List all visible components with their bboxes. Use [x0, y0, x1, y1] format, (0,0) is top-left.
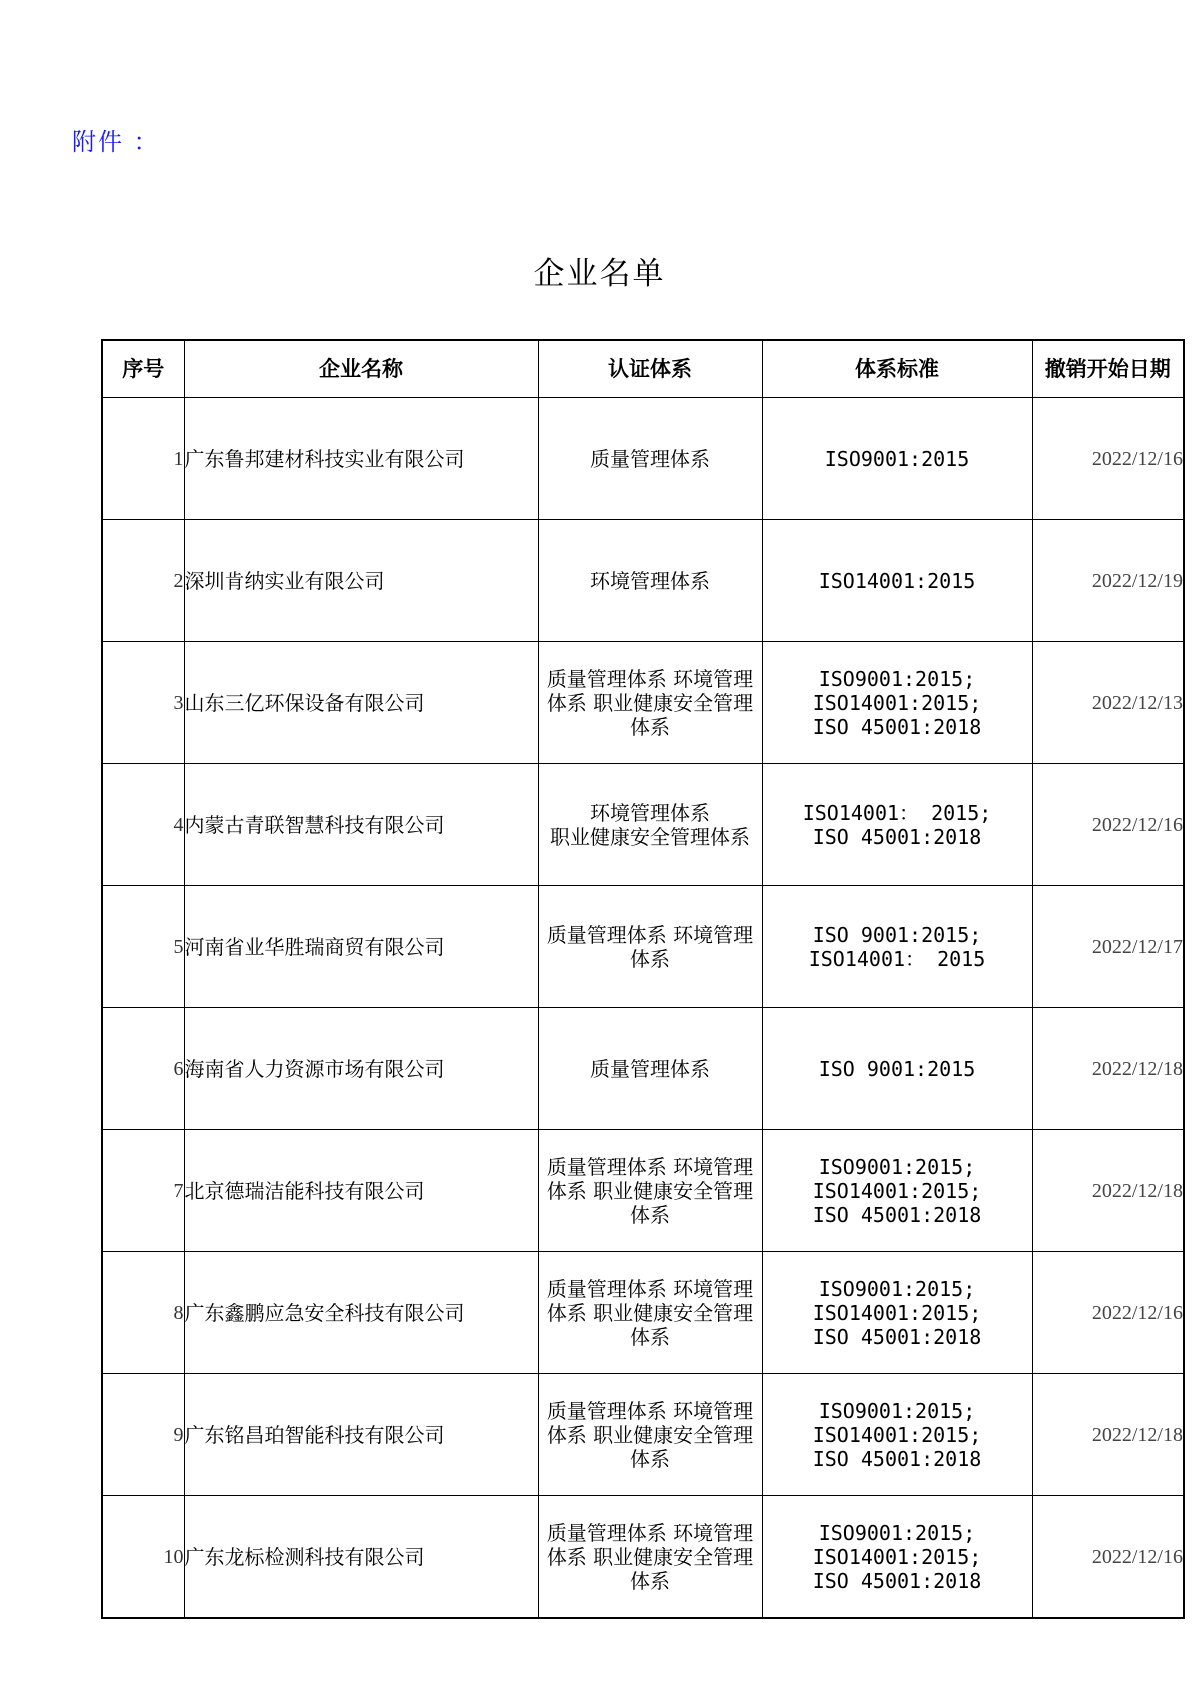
company-name — [184, 1496, 538, 1619]
company-name-text: 北京德瑞洁能科技有限公司 — [184, 1178, 425, 1203]
row-number — [102, 398, 184, 520]
system-standard-text: ISO9001:2015; ISO14001:2015; ISO 45001:2018 — [812, 1398, 982, 1471]
company-name — [184, 1252, 538, 1374]
certification-system-text: 环境管理体系 职业健康安全管理体系 — [550, 800, 750, 849]
row-number-text: 5 — [173, 935, 184, 958]
revocation-date — [1032, 886, 1184, 1008]
row-number — [102, 1008, 184, 1130]
row-number — [102, 1496, 184, 1619]
table-row — [102, 886, 1184, 1008]
table-header-row — [102, 340, 1184, 398]
certification-system — [538, 1252, 762, 1374]
company-name — [184, 1130, 538, 1252]
system-standard — [762, 398, 1032, 520]
system-standard — [762, 642, 1032, 764]
revocation-date — [1032, 520, 1184, 642]
system-standard-text: ISO 9001:2015 — [818, 1056, 976, 1081]
company-name-text: 广东鲁邦建材科技实业有限公司 — [184, 446, 465, 471]
system-standard-text: ISO9001:2015 — [824, 446, 970, 471]
company-name-text: 河南省业华胜瑞商贸有限公司 — [184, 934, 445, 959]
table-row — [102, 1496, 1184, 1619]
row-number — [102, 1252, 184, 1374]
certification-system — [538, 1496, 762, 1619]
certification-system — [538, 398, 762, 520]
company-name-text: 广东鑫鹏应急安全科技有限公司 — [184, 1300, 465, 1325]
company-name-text: 海南省人力资源市场有限公司 — [184, 1056, 445, 1081]
system-standard — [762, 764, 1032, 886]
company-name — [184, 1008, 538, 1130]
certification-system-text: 质量管理体系 环境管理体系 职业健康安全管理体系 — [546, 666, 754, 739]
revocation-date-text: 2022/12/16 — [1091, 813, 1183, 836]
certification-system — [538, 764, 762, 886]
revocation-date-text: 2022/12/19 — [1091, 569, 1183, 592]
system-standard — [762, 1496, 1032, 1619]
table-row — [102, 398, 1184, 520]
system-standard — [762, 1252, 1032, 1374]
row-number-text: 9 — [173, 1423, 184, 1446]
system-standard-text: ISO14001： 2015; ISO 45001:2018 — [802, 800, 992, 849]
certification-system — [538, 1008, 762, 1130]
row-number-text: 4 — [173, 813, 184, 836]
revocation-date-text: 2022/12/18 — [1091, 1057, 1183, 1080]
row-number-text: 1 — [173, 447, 184, 470]
system-standard-text: ISO14001:2015 — [818, 568, 976, 593]
company-name — [184, 642, 538, 764]
system-standard-text: ISO9001:2015; ISO14001:2015; ISO 45001:2018 — [812, 1520, 982, 1593]
revocation-date-text: 2022/12/16 — [1091, 1545, 1183, 1568]
system-standard — [762, 1374, 1032, 1496]
company-name-text: 内蒙古青联智慧科技有限公司 — [184, 812, 445, 837]
company-name-text: 山东三亿环保设备有限公司 — [184, 690, 425, 715]
revocation-date-text: 2022/12/17 — [1091, 935, 1183, 958]
revocation-date — [1032, 1252, 1184, 1374]
row-number-text: 7 — [173, 1179, 184, 1202]
certification-system-text: 质量管理体系 环境管理体系 职业健康安全管理体系 — [546, 1154, 754, 1227]
certification-system — [538, 520, 762, 642]
header-date: 撤销开始日期 — [1032, 340, 1184, 398]
revocation-date-text: 2022/12/13 — [1091, 691, 1183, 714]
revocation-date — [1032, 1130, 1184, 1252]
certification-system — [538, 886, 762, 1008]
certification-system-text: 质量管理体系 环境管理体系 职业健康安全管理体系 — [546, 1276, 754, 1349]
certification-system-text: 质量管理体系 环境管理体系 — [546, 922, 754, 971]
certification-system-text: 质量管理体系 环境管理体系 职业健康安全管理体系 — [546, 1398, 754, 1471]
row-number-text: 3 — [173, 691, 184, 714]
certification-system — [538, 1130, 762, 1252]
system-standard — [762, 1008, 1032, 1130]
row-number-text: 8 — [173, 1301, 184, 1324]
system-standard-text: ISO9001:2015; ISO14001:2015; ISO 45001:2018 — [812, 666, 982, 739]
revocation-date — [1032, 1374, 1184, 1496]
company-name-text: 深圳肯纳实业有限公司 — [184, 568, 385, 593]
table-row — [102, 1130, 1184, 1252]
row-number — [102, 886, 184, 1008]
revocation-date-text: 2022/12/18 — [1091, 1423, 1183, 1446]
revocation-date — [1032, 642, 1184, 764]
table-row — [102, 764, 1184, 886]
table-row — [102, 520, 1184, 642]
revocation-date — [1032, 764, 1184, 886]
revocation-date — [1032, 398, 1184, 520]
row-number — [102, 1374, 184, 1496]
row-number — [102, 642, 184, 764]
company-name — [184, 886, 538, 1008]
revocation-date-text: 2022/12/16 — [1091, 447, 1183, 470]
system-standard-text: ISO9001:2015; ISO14001:2015; ISO 45001:2018 — [812, 1276, 982, 1349]
page-title: 企业名单 — [533, 256, 666, 292]
table-row — [102, 1008, 1184, 1130]
company-name — [184, 398, 538, 520]
enterprise-table — [101, 339, 1185, 1619]
header-standard: 体系标准 — [762, 340, 1032, 398]
header-name: 企业名称 — [184, 340, 538, 398]
company-name-text: 广东龙标检测科技有限公司 — [184, 1544, 425, 1569]
row-number-text: 10 — [163, 1545, 184, 1568]
company-name — [184, 1374, 538, 1496]
row-number-text: 2 — [173, 569, 184, 592]
row-number — [102, 764, 184, 886]
certification-system — [538, 642, 762, 764]
certification-system — [538, 1374, 762, 1496]
row-number-text: 6 — [173, 1057, 184, 1080]
company-name — [184, 764, 538, 886]
revocation-date — [1032, 1496, 1184, 1619]
header-system: 认证体系 — [538, 340, 762, 398]
system-standard — [762, 886, 1032, 1008]
revocation-date-text: 2022/12/18 — [1091, 1179, 1183, 1202]
row-number — [102, 1130, 184, 1252]
system-standard — [762, 1130, 1032, 1252]
table-row — [102, 1252, 1184, 1374]
system-standard-text: ISO 9001:2015; ISO14001： 2015 — [808, 922, 986, 971]
row-number — [102, 520, 184, 642]
certification-system-text: 质量管理体系 — [590, 1056, 710, 1081]
certification-system-text: 质量管理体系 环境管理体系 职业健康安全管理体系 — [546, 1520, 754, 1593]
company-name — [184, 520, 538, 642]
revocation-date-text: 2022/12/16 — [1091, 1301, 1183, 1324]
system-standard-text: ISO9001:2015; ISO14001:2015; ISO 45001:2018 — [812, 1154, 982, 1227]
header-no: 序号 — [102, 340, 184, 398]
revocation-date — [1032, 1008, 1184, 1130]
attachment-label: 附件 ： — [72, 128, 160, 156]
certification-system-text: 环境管理体系 — [590, 568, 710, 593]
system-standard — [762, 520, 1032, 642]
certification-system-text: 质量管理体系 — [590, 446, 710, 471]
company-name-text: 广东铭昌珀智能科技有限公司 — [184, 1422, 445, 1447]
table-row — [102, 642, 1184, 764]
table-row — [102, 1374, 1184, 1496]
